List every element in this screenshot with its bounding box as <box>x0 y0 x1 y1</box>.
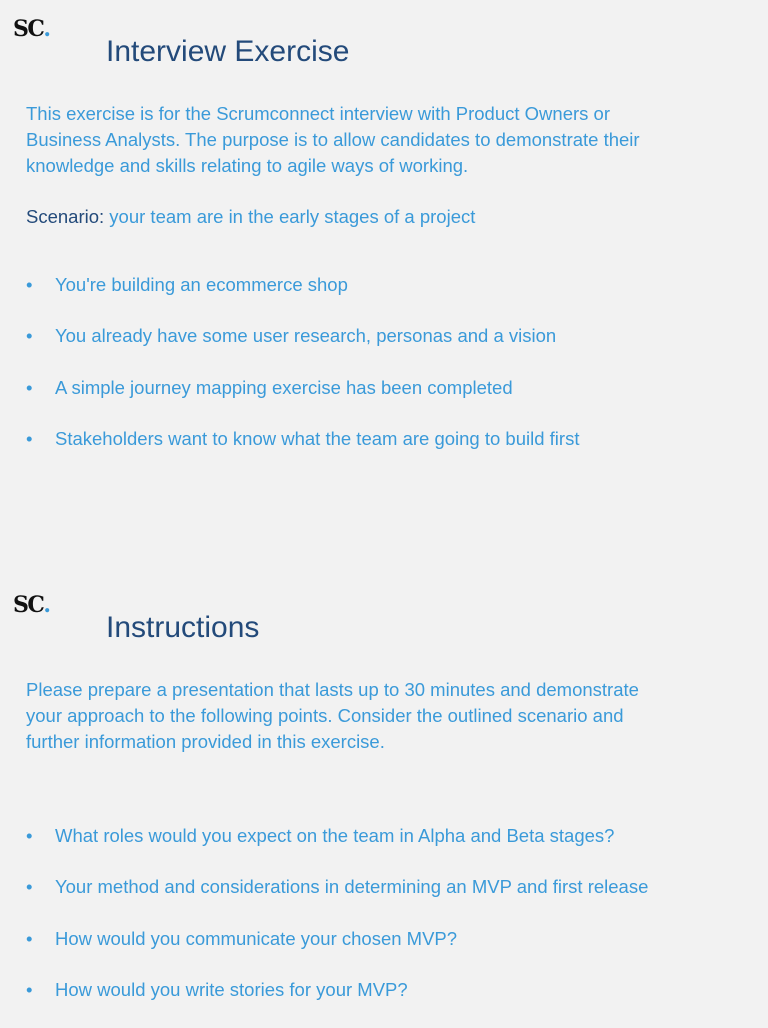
scenario-bullet-list <box>0 272 579 477</box>
scrumconnect-logo: SC. <box>13 16 52 42</box>
list-item: • You're building an ecommerce shop <box>0 272 579 323</box>
bullet-icon: • <box>26 427 33 449</box>
scrumconnect-logo: SC. <box>13 592 52 618</box>
intro-line: Please prepare a presentation that lasts up to 30 minutes and demonstrate <box>26 679 639 700</box>
bullet-icon: • <box>26 274 33 295</box>
list-item: • Your method and considerations in determining an MVP and first release <box>0 874 648 925</box>
scenario-line <box>26 204 475 230</box>
bullet-icon: • <box>26 876 33 898</box>
intro-line: further information provided in this exercise. <box>26 731 385 752</box>
bullet-icon: • <box>26 825 33 846</box>
slide-title: Instructions <box>106 611 260 644</box>
list-item: • A simple journey mapping exercise has been completed <box>0 375 579 426</box>
scenario-text: your team are in the early stages of a project <box>104 206 476 227</box>
bullet-icon: • <box>26 325 33 347</box>
intro-line: knowledge and skills relating to agile ways of working. <box>26 155 469 176</box>
intro-line: your approach to the following points. Consider the outlined scenario and <box>26 705 624 726</box>
intro-line: This exercise is for the Scrumconnect interview with Product Owners or <box>26 103 610 124</box>
slide-title: Interview Exercise <box>106 35 350 68</box>
list-item: • How would you communicate your chosen MVP? <box>0 926 648 977</box>
list-item: • How would you write stories for your MVP? <box>0 977 648 1028</box>
scenario-label: Scenario: <box>26 206 105 227</box>
instruction-bullet-list <box>0 823 648 1028</box>
list-item: • You already have some user research, personas and a vision <box>0 323 579 374</box>
bullet-icon: • <box>26 376 33 398</box>
bullet-icon: • <box>26 927 33 949</box>
intro-line: Business Analysts. The purpose is to allow candidates to demonstrate their <box>26 129 640 150</box>
intro-paragraph <box>26 677 746 755</box>
slide-instructions <box>0 576 768 1024</box>
list-item: • What roles would you expect on the team in Alpha and Beta stages? <box>0 823 648 874</box>
bullet-icon: • <box>26 978 33 1000</box>
list-item: • Stakeholders want to know what the team are going to build first <box>0 426 579 477</box>
intro-paragraph <box>26 101 746 179</box>
